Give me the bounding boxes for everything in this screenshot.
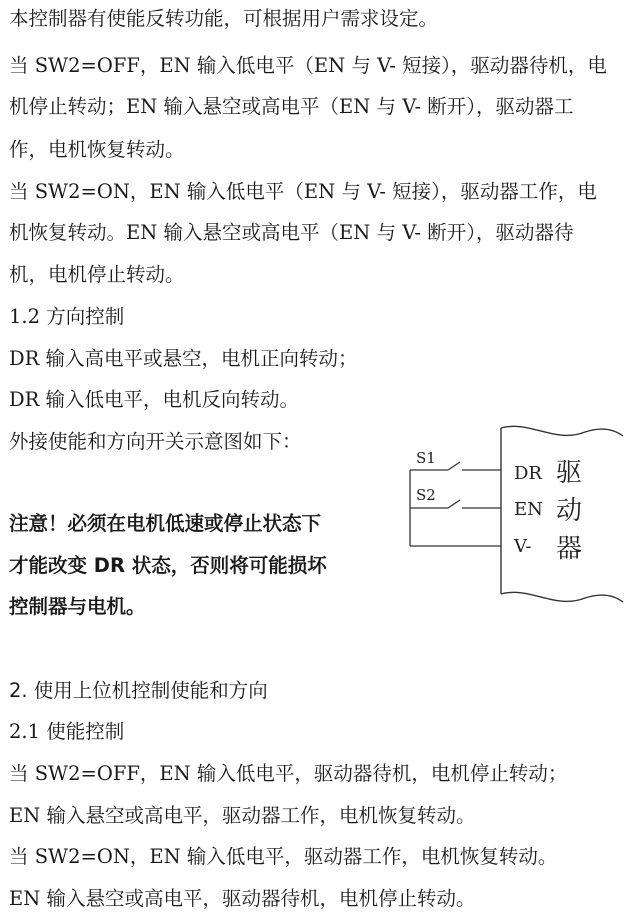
switch-s1-label: S1 xyxy=(416,449,436,467)
driver-label-char3: 器 xyxy=(556,534,583,564)
diagram-caption: 外接使能和方向开关示意图如下： xyxy=(9,430,302,453)
driver-label-char1: 驱 xyxy=(556,458,583,488)
dr-high-text: DR 输入高电平或悬空，电机正向转动； xyxy=(9,347,358,370)
host-sw2-off-line2: EN 输入悬空或高电平，驱动器工作，电机恢复转动。 xyxy=(9,804,476,827)
pin-v-minus-label: V- xyxy=(514,536,532,557)
dr-low-text: DR 输入低电平，电机反向转动。 xyxy=(9,388,300,411)
host-sw2-on-line1: 当 SW2=ON，EN 输入低电平，驱动器工作，电机恢复转动。 xyxy=(9,845,558,868)
pin-en-label: EN xyxy=(514,499,543,520)
sw2-on-text-line2: 机恢复转动。EN 输入悬空或高电平（EN 与 V- 断开），驱动器待 xyxy=(9,221,574,244)
sw2-on-text-line3: 机，电机停止转动。 xyxy=(9,263,185,286)
sw2-off-text-line2: 机停止转动；EN 输入悬空或高电平（EN 与 V- 断开），驱动器工 xyxy=(9,95,574,118)
intro-text: 本控制器有使能反转功能，可根据用户需求设定。 xyxy=(9,7,439,30)
enable-control-subheading: 2.1 使能控制 xyxy=(9,720,125,743)
host-sw2-off-line1: 当 SW2=OFF，EN 输入低电平，驱动器待机，电机停止转动； xyxy=(9,762,568,785)
sw2-off-text-line3: 作，电机恢复转动。 xyxy=(9,138,185,161)
direction-heading: 1.2 方向控制 xyxy=(9,305,125,328)
driver-label-char2: 动 xyxy=(556,496,583,526)
warning-line2: 才能改变 DR 状态，否则将可能损坏 xyxy=(9,554,327,577)
sw2-on-text-line1: 当 SW2=ON，EN 输入低电平（EN 与 V- 短接），驱动器工作，电 xyxy=(9,180,597,203)
switch-wiring-diagram xyxy=(405,418,627,608)
pin-dr-label: DR xyxy=(514,463,542,484)
sw2-off-text-line1: 当 SW2=OFF，EN 输入低电平（EN 与 V- 短接），驱动器待机，电 xyxy=(9,54,607,77)
switch-s2-label: S2 xyxy=(416,486,436,504)
host-control-heading: 2. 使用上位机控制使能和方向 xyxy=(9,679,268,702)
warning-line3: 控制器与电机。 xyxy=(9,595,146,618)
host-sw2-on-line2: EN 输入悬空或高电平，驱动器待机，电机停止转动。 xyxy=(9,887,476,910)
warning-line1: 注意！必须在电机低速或停止状态下 xyxy=(9,512,322,535)
